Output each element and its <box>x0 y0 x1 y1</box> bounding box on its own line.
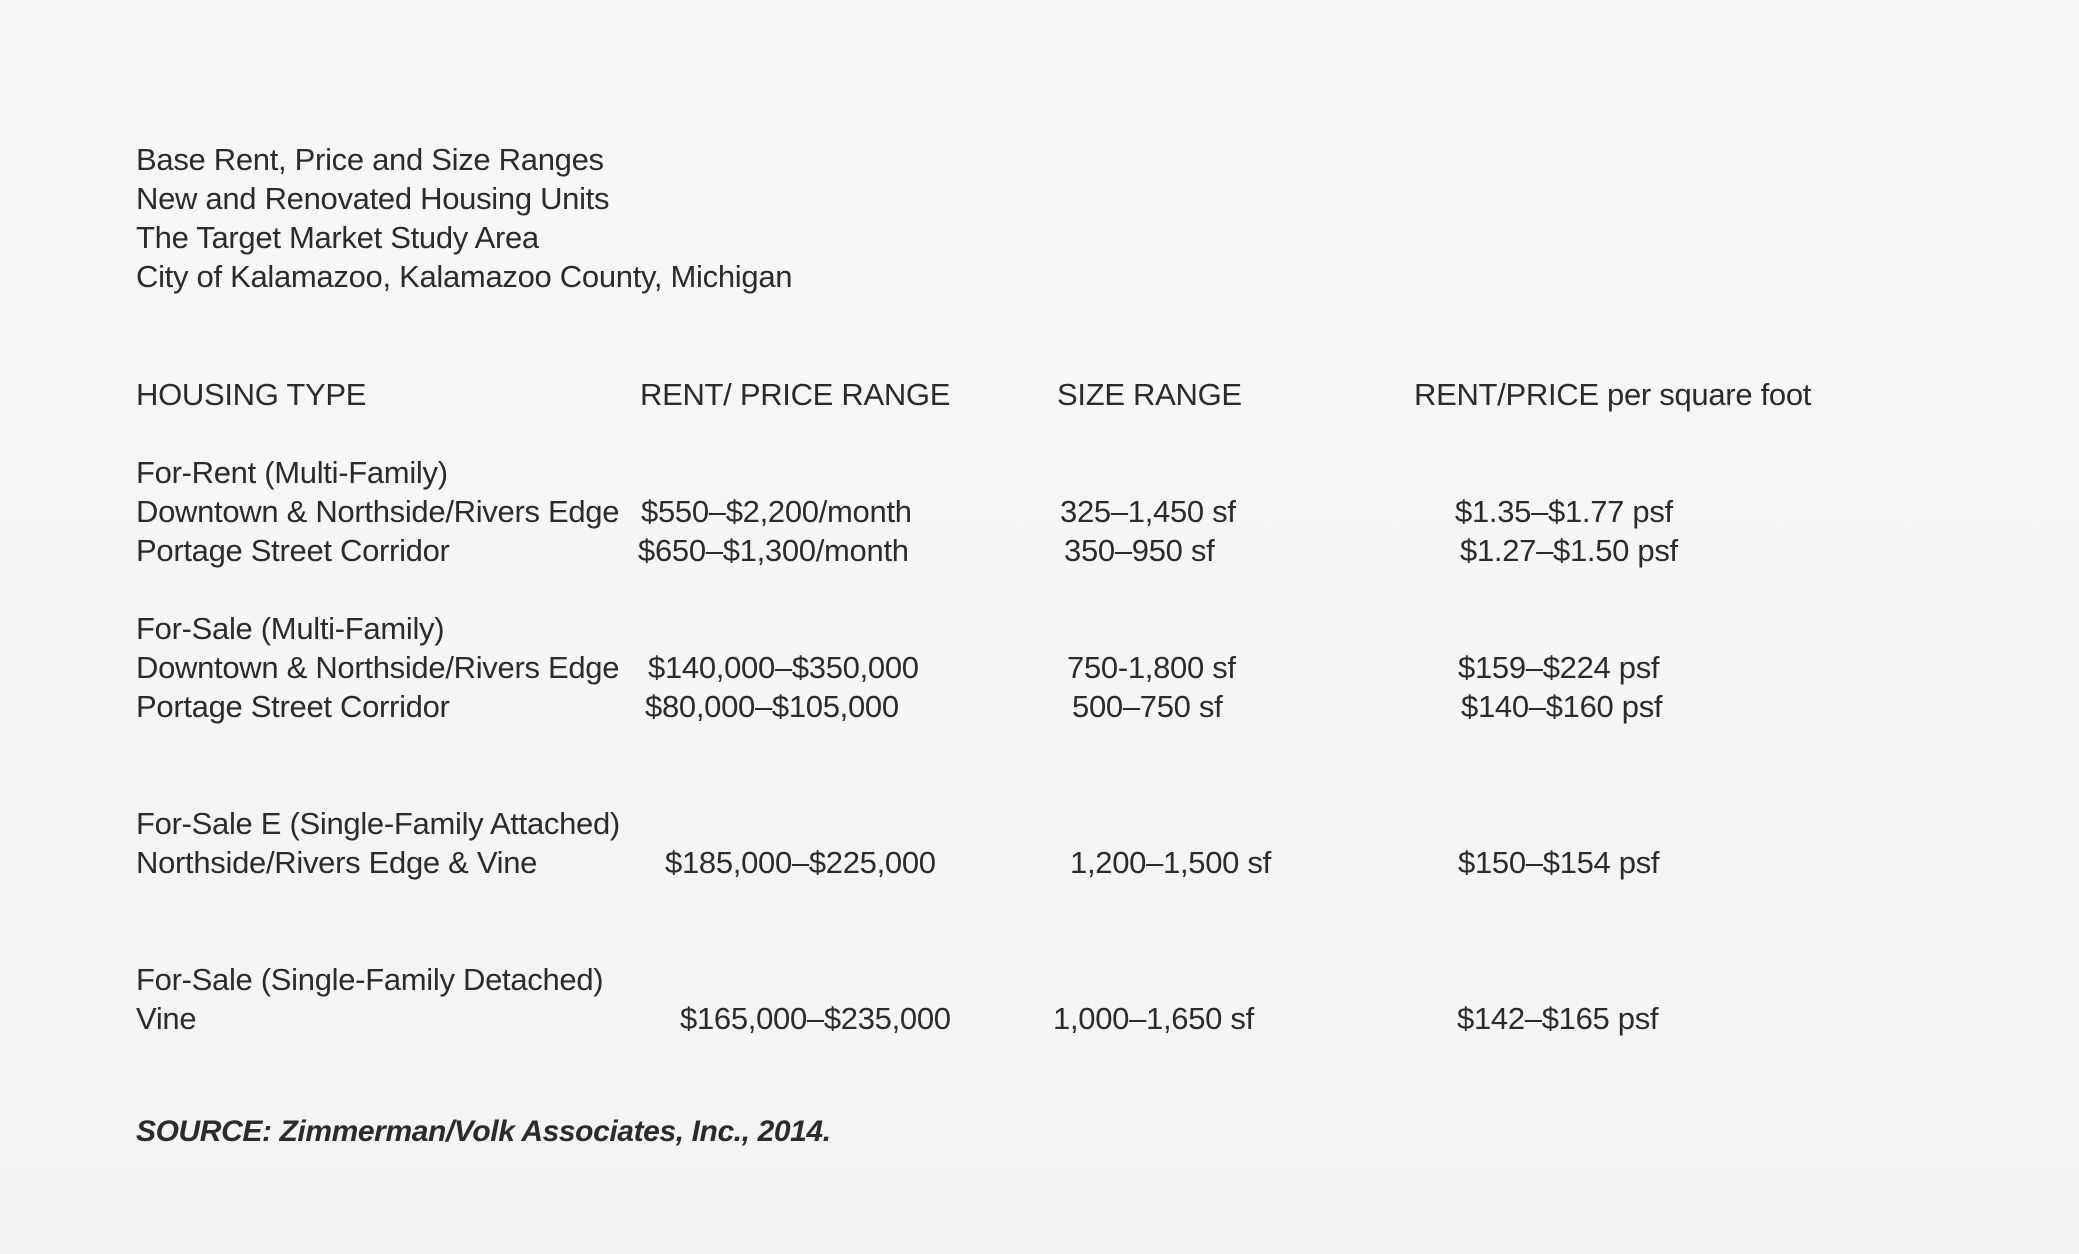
row-psf: $140–$160 psf <box>1461 689 1663 724</box>
row-psf: $1.27–$1.50 psf <box>1460 533 1678 568</box>
row-psf: $159–$224 psf <box>1458 650 1660 685</box>
row-housing-type: Northside/Rivers Edge & Vine <box>136 845 538 880</box>
row-size-range: 1,000–1,650 sf <box>1053 1001 1254 1036</box>
row-size-range: 500–750 sf <box>1072 689 1223 724</box>
row-psf: $142–$165 psf <box>1457 1001 1659 1036</box>
title-line: The Target Market Study Area <box>136 220 539 255</box>
row-psf: $150–$154 psf <box>1458 845 1660 880</box>
document-title <box>136 140 1336 296</box>
section-heading: For-Rent (Multi-Family) <box>136 455 448 490</box>
row-price-range: $80,000–$105,000 <box>645 689 899 724</box>
section-heading: For-Sale (Multi-Family) <box>136 611 445 646</box>
row-housing-type: Downtown & Northside/Rivers Edge <box>136 494 620 529</box>
header-size-range: SIZE RANGE <box>1057 377 1242 412</box>
row-psf: $1.35–$1.77 psf <box>1455 494 1673 529</box>
section-heading: For-Sale E (Single-Family Attached) <box>136 806 620 841</box>
row-housing-type: Portage Street Corridor <box>136 533 450 568</box>
row-price-range: $140,000–$350,000 <box>648 650 919 685</box>
row-price-range: $165,000–$235,000 <box>680 1001 951 1036</box>
row-size-range: 350–950 sf <box>1064 533 1215 568</box>
source-note: SOURCE: Zimmerman/Volk Associates, Inc., 2014. <box>136 1115 831 1148</box>
header-rent-price-psf: RENT/PRICE per square foot <box>1414 377 1812 412</box>
row-price-range: $550–$2,200/month <box>641 494 912 529</box>
header-rent-price-range: RENT/ PRICE RANGE <box>640 377 951 412</box>
row-size-range: 325–1,450 sf <box>1060 494 1236 529</box>
title-line: City of Kalamazoo, Kalamazoo County, Michigan <box>136 259 793 294</box>
row-housing-type: Portage Street Corridor <box>136 689 450 724</box>
title-line: New and Renovated Housing Units <box>136 181 610 216</box>
row-price-range: $185,000–$225,000 <box>665 845 936 880</box>
header-housing-type: HOUSING TYPE <box>136 377 367 412</box>
row-size-range: 750-1,800 sf <box>1067 650 1236 685</box>
section-heading: For-Sale (Single-Family Detached) <box>136 962 604 997</box>
row-size-range: 1,200–1,500 sf <box>1070 845 1271 880</box>
row-price-range: $650–$1,300/month <box>638 533 909 568</box>
title-line: Base Rent, Price and Size Ranges <box>136 142 604 177</box>
row-housing-type: Downtown & Northside/Rivers Edge <box>136 650 620 685</box>
row-housing-type: Vine <box>136 1001 197 1036</box>
